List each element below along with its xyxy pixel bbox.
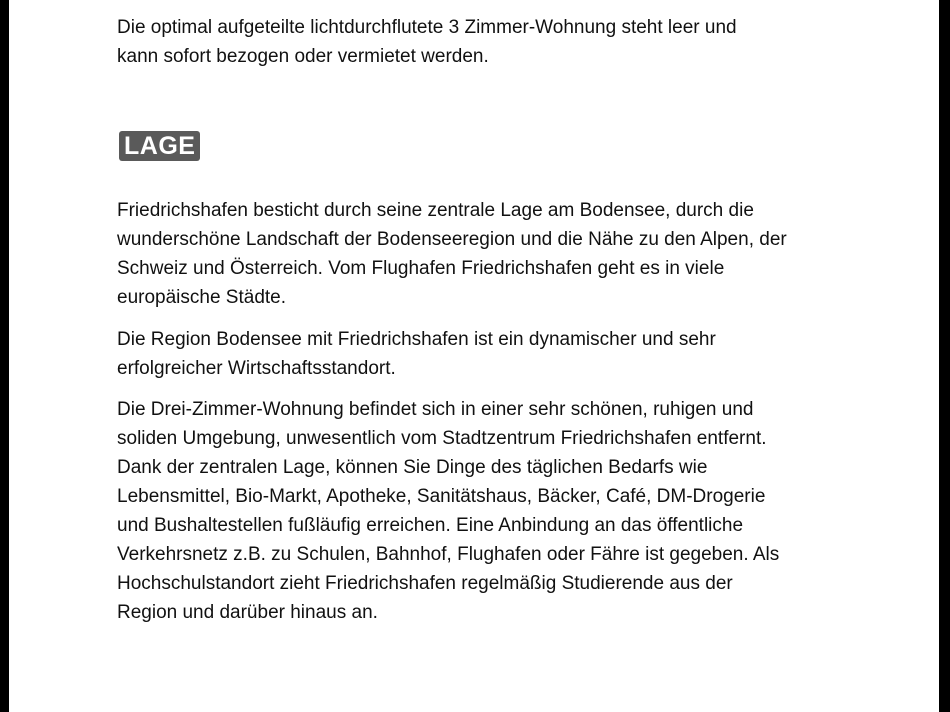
neighborhood-paragraph: Die Drei-Zimmer-Wohnung befindet sich in einer sehr schönen, ruhigen und soliden Umgebung, unwesentlich vom Stadtzentrum Friedrichshafen entfernt. Dank der zentralen Lage, können Sie Dinge des täglichen Bedarfs wie Lebensmittel, Bio-Markt, Apotheke, Sanitätshaus, Bäcker, Café, DM-Drogerie und Bushaltestellen fußläufig erreichen. Eine Anbindung an das öffentliche Verkehrsnetz z.B. zu Schulen, Bahnhof, Flughafen oder Fähre ist gegeben. Als Hochschulstandort zieht Friedrichshafen regelmäßig Studierende aus der Region und darüber hinaus an. bbox=[117, 399, 780, 623]
document-page bbox=[9, 0, 939, 712]
section-heading-lage: LAGE bbox=[119, 131, 200, 161]
economy-paragraph: Die Region Bodensee mit Friedrichshafen ist ein dynamischer und sehr erfolgreicher Wirtschaftsstandort. bbox=[117, 329, 716, 379]
intro-paragraph: Die optimal aufgeteilte lichtdurchflutete 3 Zimmer-Wohnung steht leer und kann sofort bezogen oder vermietet werden. bbox=[117, 17, 737, 67]
location-paragraph: Friedrichshafen besticht durch seine zentrale Lage am Bodensee, durch die wunderschöne Landschaft der Bodenseeregion und die Nähe zu den Alpen, der Schweiz und Österreich. Vom Flughafen Friedrichshafen geht es in viele europäische Städte. bbox=[117, 200, 787, 308]
